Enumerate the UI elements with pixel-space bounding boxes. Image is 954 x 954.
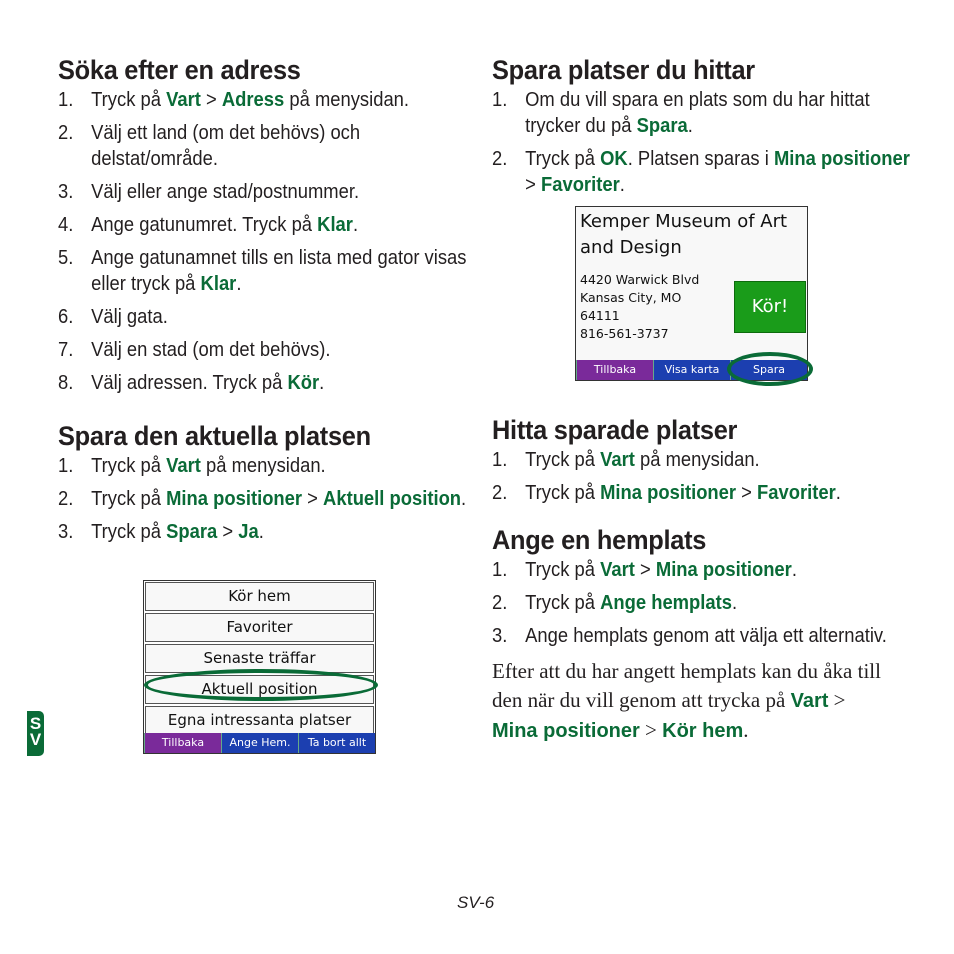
text-run: . [352,214,359,236]
menu-path-term: Adress [221,89,285,111]
step-item [58,212,487,238]
device-screen-my-locations [143,580,376,754]
step-number: 8. [58,372,74,394]
set-home-button[interactable]: Ange Hem. [221,733,298,753]
text-run: . [619,174,625,196]
step-number: 2. [492,482,508,504]
step-item [492,623,921,649]
text-run: på menysidan. [200,455,326,477]
section-title-set-home: Ange en hemplats [492,525,707,555]
steps-search-address [58,87,524,396]
text-run: . [236,273,242,295]
back-button[interactable]: Tillbaka [576,360,653,380]
home-paragraph [492,657,892,746]
address-line: 816-561-3737 [580,326,669,341]
text-run: . Platsen sparas i [627,148,774,170]
step-number: 4. [58,214,74,236]
highlight-ring-save [727,352,813,386]
text-run: . [687,115,693,137]
step-number: 1. [58,89,74,111]
step-number: 3. [58,181,74,203]
text-run: . [743,718,749,742]
left-column-2 [58,421,524,552]
menu-path-term: Ja [238,521,259,543]
text-run: > [302,488,324,510]
step-item [58,87,487,113]
step-item [58,304,487,330]
text-run: . [258,521,264,543]
text-run: Tryck på [525,482,601,504]
text-run: Välj gata. [91,306,168,328]
step-number: 2. [58,122,74,144]
step-number: 2. [492,148,508,170]
text-run: Ange gatunamnet tills en lista med gator visas eller tryck på [91,247,467,295]
step-number: 2. [492,592,508,614]
menu-path-term: Spara [636,115,688,137]
menu-path-term: Kör hem [662,720,744,742]
text-run: Välj en stad (om det behövs). [91,339,331,361]
step-item [58,120,487,172]
text-run: > [200,89,222,111]
menu-list [144,582,375,735]
menu-path-term: Mina positioner [773,148,910,170]
text-run: Tryck på [525,592,601,614]
delete-all-button[interactable]: Ta bort allt [298,733,375,753]
screen-button-bar [144,733,375,753]
step-number: 1. [492,559,508,581]
text-run: . [319,372,325,394]
left-column [58,55,524,403]
text-run: > [217,521,239,543]
text-run: Tryck på [91,488,167,510]
steps-find-saved [492,447,954,506]
step-item [58,486,487,512]
step-item [492,146,921,198]
menu-path-term: Spara [166,521,218,543]
menu-path-term: Vart [600,559,635,581]
section-title-save-found: Spara platser du hittar [492,55,755,85]
right-column [492,55,954,205]
address-line: 4420 Warwick Blvd [580,272,700,287]
back-button[interactable]: Tillbaka [144,733,221,753]
menu-item[interactable]: Aktuell position [145,675,374,704]
text-run: på menysidan. [284,89,410,111]
text-run: . [461,488,467,510]
text-run: . [791,559,797,581]
step-item [58,337,487,363]
text-run: > [525,174,541,196]
text-run: > [736,482,758,504]
section-title-save-current: Spara den aktuella platsen [58,421,371,451]
steps-set-home [492,557,954,649]
text-run: Tryck på [91,521,167,543]
step-item [492,590,921,616]
steps-save-found [492,87,954,198]
step-number: 1. [492,449,508,471]
step-number: 7. [58,339,74,361]
text-run: på menysidan. [634,449,760,471]
menu-path-term: Vart [166,89,201,111]
text-run: > [828,688,846,712]
text-run: Tryck på [91,89,167,111]
step-item [58,245,487,297]
text-run: Välj eller ange stad/postnummer. [91,181,360,203]
menu-path-term: Favoriter [757,482,836,504]
menu-path-term: Ange hemplats [600,592,732,614]
text-run: . [731,592,738,614]
step-number: 1. [58,455,74,477]
section-title-find-saved: Hitta sparade platser [492,415,738,445]
step-item [58,370,487,396]
highlight-ring-current-position [144,669,378,701]
text-run: Tryck på [525,148,601,170]
menu-item[interactable]: Kör hem [145,582,374,611]
menu-path-term: Vart [790,690,829,712]
step-item [492,447,921,473]
step-item [58,179,487,205]
go-button[interactable]: Kör! [734,281,806,333]
address-line: 64111 [580,308,620,323]
menu-item[interactable]: Favoriter [145,613,374,642]
menu-path-term: OK [600,148,628,170]
text-run: Tryck på [91,455,167,477]
text-run: Om du vill spara en plats som du har hittat trycker du på [525,89,870,137]
step-number: 3. [58,521,74,543]
steps-save-current [58,453,524,545]
text-run: Efter att du har angett hemplats kan du åka till den när du vill genom att trycka på [492,659,881,712]
menu-path-term: Klar [200,273,237,295]
step-number: 2. [58,488,74,510]
right-column-2 [492,415,954,513]
text-run: Ange gatunumret. Tryck på [91,214,318,236]
menu-item[interactable]: Egna intressanta platser [145,706,374,735]
text-run: > [639,718,663,742]
menu-path-term: Klar [317,214,353,236]
menu-path-term: Aktuell position [323,488,462,510]
step-number: 6. [58,306,74,328]
text-run: . [835,482,841,504]
address-line: Kansas City, MO [580,290,682,305]
step-number: 5. [58,247,74,269]
text-run: Tryck på [525,559,601,581]
step-item [492,87,921,139]
right-column-3 [492,525,954,746]
text-run: Ange hemplats genom att välja ett alternativ. [525,625,887,647]
step-number: 1. [492,89,508,111]
step-item [492,557,921,583]
menu-path-term: Mina positioner [655,559,792,581]
menu-path-term: Vart [600,449,635,471]
menu-path-term: Kör [287,372,320,394]
menu-path-term: Vart [166,455,201,477]
section-title-search-address: Söka efter en adress [58,55,301,85]
text-run: > [634,559,656,581]
menu-path-term: Favoriter [540,174,620,196]
text-run: Välj adressen. Tryck på [91,372,288,394]
menu-path-term: Mina positioner [166,488,303,510]
page-number: SV-6 [457,893,495,912]
text-run: Välj ett land (om det behövs) och delstat/område. [91,122,361,170]
step-item [58,519,487,545]
view-map-button[interactable]: Visa karta [653,360,730,380]
step-item [58,453,487,479]
step-number: 3. [492,625,508,647]
step-item [492,480,921,506]
menu-item[interactable]: Senaste träffar [145,644,374,673]
save-button[interactable]: Spara [730,360,807,380]
menu-path-term: Mina positioner [492,720,640,742]
place-name: Kemper Museum of Art and Design [580,211,788,258]
language-tab-sv: SV [27,711,44,756]
text-run: Tryck på [525,449,601,471]
place-address [580,271,699,343]
menu-path-term: Mina positioner [600,482,737,504]
